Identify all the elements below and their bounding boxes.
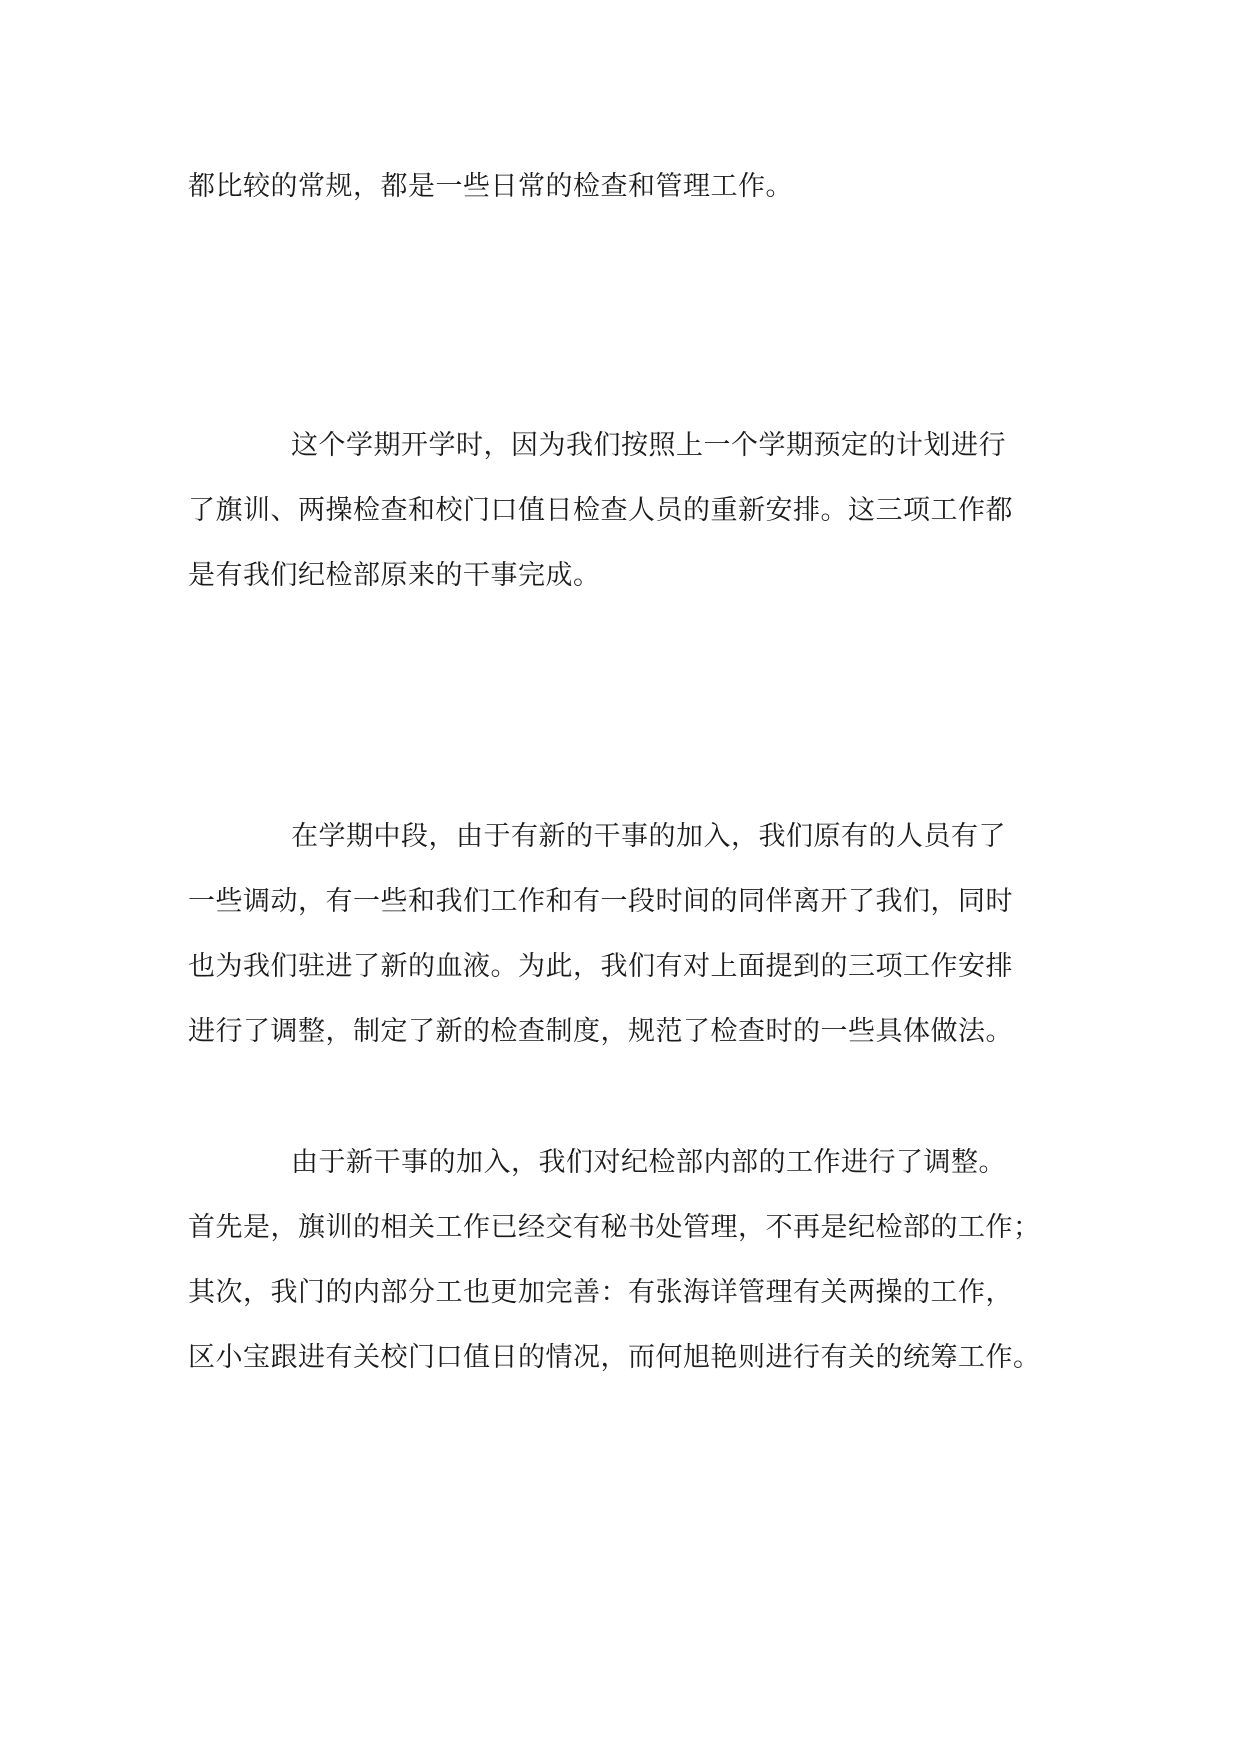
paragraph-line: 也为我们驻进了新的血液。为此，我们有对上面提到的三项工作安排 [188,951,1013,982]
paragraph-line: 这个学期开学时，因为我们按照上一个学期预定的计划进行 [291,430,1006,461]
paragraph-4 [188,1130,1088,1390]
paragraph-line: 其次，我门的内部分工也更加完善：有张海详管理有关两操的工作， [188,1277,1013,1308]
paragraph-1 [188,154,1088,219]
paragraph-line: 在学期中段，由于有新的干事的加入，我们原有的人员有了 [291,821,1006,852]
paragraph-line: 一些调动，有一些和我们工作和有一段时间的同伴离开了我们，同时 [188,886,1013,917]
paragraph-line: 是有我们纪检部原来的干事完成。 [188,560,601,591]
paragraph-2 [188,413,1088,608]
paragraph-3 [188,804,1088,1064]
paragraph-line: 了旗训、两操检查和校门口值日检查人员的重新安排。这三项工作都 [188,495,1013,526]
paragraph-line: 都比较的常规，都是一些日常的检查和管理工作。 [188,171,793,202]
paragraph-line: 区小宝跟进有关校门口值日的情况，而何旭艳则进行有关的统筹工作。 [188,1342,1041,1373]
paragraph-line: 由于新干事的加入，我们对纪检部内部的工作进行了调整。 [291,1147,1006,1178]
paragraph-line: 首先是，旗训的相关工作已经交有秘书处管理，不再是纪检部的工作； [188,1212,1041,1243]
paragraph-line: 进行了调整，制定了新的检查制度，规范了检查时的一些具体做法。 [188,1016,1013,1047]
